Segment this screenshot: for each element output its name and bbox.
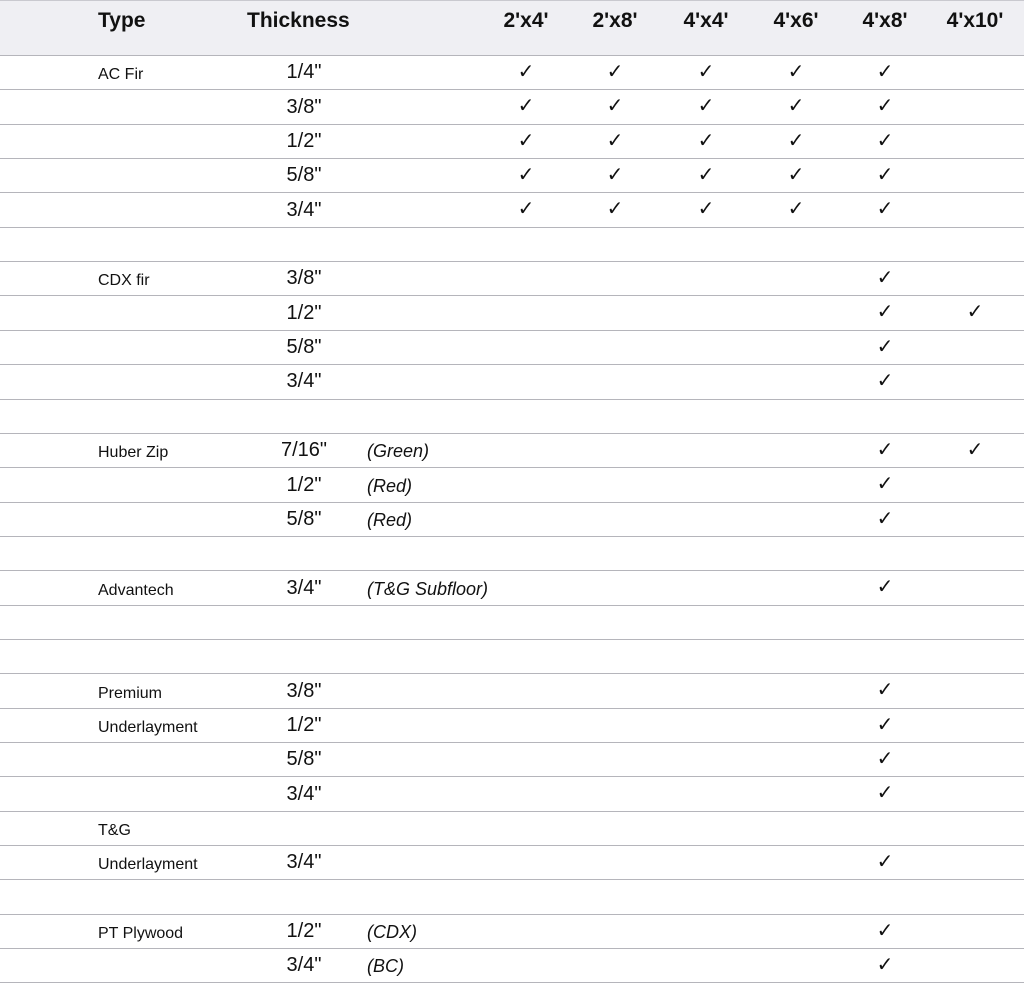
table-row — [0, 364, 1024, 398]
cell-note: (CDX) — [367, 922, 417, 943]
table-row — [0, 742, 1024, 776]
check-icon-4x8: ✓ — [876, 196, 894, 221]
check-icon-2x8: ✓ — [606, 196, 624, 221]
check-icon-4x8: ✓ — [876, 505, 894, 530]
check-icon-4x8: ✓ — [876, 952, 894, 977]
check-icon-2x8: ✓ — [606, 127, 624, 152]
cell-thickness: 5/8" — [286, 507, 322, 530]
cell-thickness: 3/4" — [286, 782, 322, 805]
header-thickness: Thickness — [247, 9, 350, 32]
check-icon-4x8: ✓ — [876, 162, 894, 187]
table-row — [0, 158, 1024, 192]
cell-note: (Red) — [367, 475, 413, 496]
table-row — [0, 776, 1024, 810]
table-row — [0, 467, 1024, 501]
cell-note: (BC) — [367, 956, 404, 977]
cell-type: Premium — [98, 684, 163, 702]
check-icon-4x10: ✓ — [966, 299, 984, 324]
header-size-4x10: 4'x10' — [946, 9, 1004, 32]
table-row — [0, 261, 1024, 295]
check-icon-4x4: ✓ — [697, 127, 715, 152]
cell-thickness: 3/4" — [286, 370, 322, 393]
cell-thickness: 1/2" — [286, 473, 322, 496]
table-row — [0, 948, 1024, 982]
cell-thickness: 3/4" — [286, 576, 322, 599]
table-row — [0, 639, 1024, 673]
check-icon-4x8: ✓ — [876, 93, 894, 118]
check-icon-4x6: ✓ — [787, 196, 805, 221]
check-icon-2x8: ✓ — [606, 93, 624, 118]
cell-thickness: 1/2" — [286, 130, 322, 153]
cell-type: Advantech — [98, 581, 174, 599]
header-size-2x4: 2'x4' — [503, 9, 549, 32]
cell-type: T&G — [98, 822, 131, 840]
check-icon-4x4: ✓ — [697, 59, 715, 83]
header-type: Type — [98, 9, 146, 32]
check-icon-4x8: ✓ — [876, 746, 894, 770]
cell-type: Huber Zip — [98, 444, 169, 462]
check-icon-4x4: ✓ — [697, 196, 715, 221]
check-icon-4x8: ✓ — [876, 574, 894, 599]
check-icon-4x8: ✓ — [876, 127, 894, 152]
table-row — [0, 399, 1024, 433]
cell-type: Underlayment — [98, 718, 198, 736]
cell-thickness: 3/4" — [286, 198, 322, 221]
check-icon-4x10: ✓ — [966, 436, 984, 461]
table-row — [0, 605, 1024, 639]
check-icon-4x8: ✓ — [876, 265, 894, 290]
cell-thickness: 3/4" — [286, 851, 322, 874]
table-row — [0, 708, 1024, 742]
cell-thickness: 5/8" — [286, 336, 322, 359]
check-icon-2x4: ✓ — [517, 127, 535, 152]
row-divider — [0, 982, 1024, 983]
check-icon-4x4: ✓ — [697, 162, 715, 187]
table-row — [0, 502, 1024, 536]
cell-thickness: 5/8" — [286, 164, 322, 187]
check-icon-4x8: ✓ — [876, 677, 894, 702]
check-icon-4x8: ✓ — [876, 59, 894, 83]
cell-note: (Green) — [367, 441, 430, 462]
table-row — [0, 570, 1024, 604]
table-row — [0, 192, 1024, 226]
check-icon-4x6: ✓ — [787, 127, 805, 152]
cell-thickness: 3/4" — [286, 954, 322, 977]
cell-thickness: 1/2" — [286, 920, 322, 943]
table-header — [0, 0, 1024, 56]
check-icon-4x8: ✓ — [876, 436, 894, 461]
check-icon-4x8: ✓ — [876, 333, 894, 358]
check-icon-2x8: ✓ — [606, 59, 624, 83]
table-row — [0, 55, 1024, 89]
table-row — [0, 433, 1024, 467]
table-row — [0, 914, 1024, 948]
check-icon-4x8: ✓ — [876, 711, 894, 736]
table-row — [0, 879, 1024, 913]
header-size-4x8: 4'x8' — [862, 9, 908, 32]
check-icon-4x4: ✓ — [697, 93, 715, 118]
check-icon-4x8: ✓ — [876, 299, 894, 324]
check-icon-2x8: ✓ — [606, 162, 624, 187]
table-row — [0, 811, 1024, 845]
check-icon-4x8: ✓ — [876, 849, 894, 874]
cell-thickness: 5/8" — [286, 748, 322, 771]
cell-thickness: 3/8" — [286, 679, 322, 702]
cell-thickness: 3/8" — [286, 95, 322, 118]
cell-thickness: 1/2" — [286, 301, 322, 324]
cell-type: AC Fir — [98, 66, 144, 84]
check-icon-4x6: ✓ — [787, 162, 805, 187]
cell-thickness: 7/16" — [280, 439, 328, 462]
check-icon-4x6: ✓ — [787, 59, 805, 83]
check-icon-4x8: ✓ — [876, 780, 894, 805]
cell-thickness: 3/8" — [286, 267, 322, 290]
table-row — [0, 845, 1024, 879]
cell-note: (T&G Subfloor) — [367, 578, 489, 599]
cell-note: (Red) — [367, 509, 413, 530]
check-icon-4x6: ✓ — [787, 93, 805, 118]
cell-thickness: 1/4" — [286, 61, 322, 84]
table-row — [0, 89, 1024, 123]
cell-type: Underlayment — [98, 856, 198, 874]
cell-type: PT Plywood — [98, 925, 184, 943]
table-row — [0, 330, 1024, 364]
table-row — [0, 673, 1024, 707]
table-row — [0, 295, 1024, 329]
check-icon-4x8: ✓ — [876, 471, 894, 496]
check-icon-2x4: ✓ — [517, 59, 535, 83]
header-size-4x6: 4'x6' — [773, 9, 819, 32]
table-row — [0, 227, 1024, 261]
cell-thickness: 1/2" — [286, 713, 322, 736]
check-icon-4x8: ✓ — [876, 917, 894, 942]
check-icon-2x4: ✓ — [517, 196, 535, 221]
check-icon-2x4: ✓ — [517, 162, 535, 187]
table-row — [0, 536, 1024, 570]
header-size-4x4: 4'x4' — [683, 9, 729, 32]
check-icon-2x4: ✓ — [517, 93, 535, 118]
table-row — [0, 124, 1024, 158]
cell-type: CDX fir — [98, 272, 150, 290]
check-icon-4x8: ✓ — [876, 368, 894, 393]
header-size-2x8: 2'x8' — [592, 9, 638, 32]
